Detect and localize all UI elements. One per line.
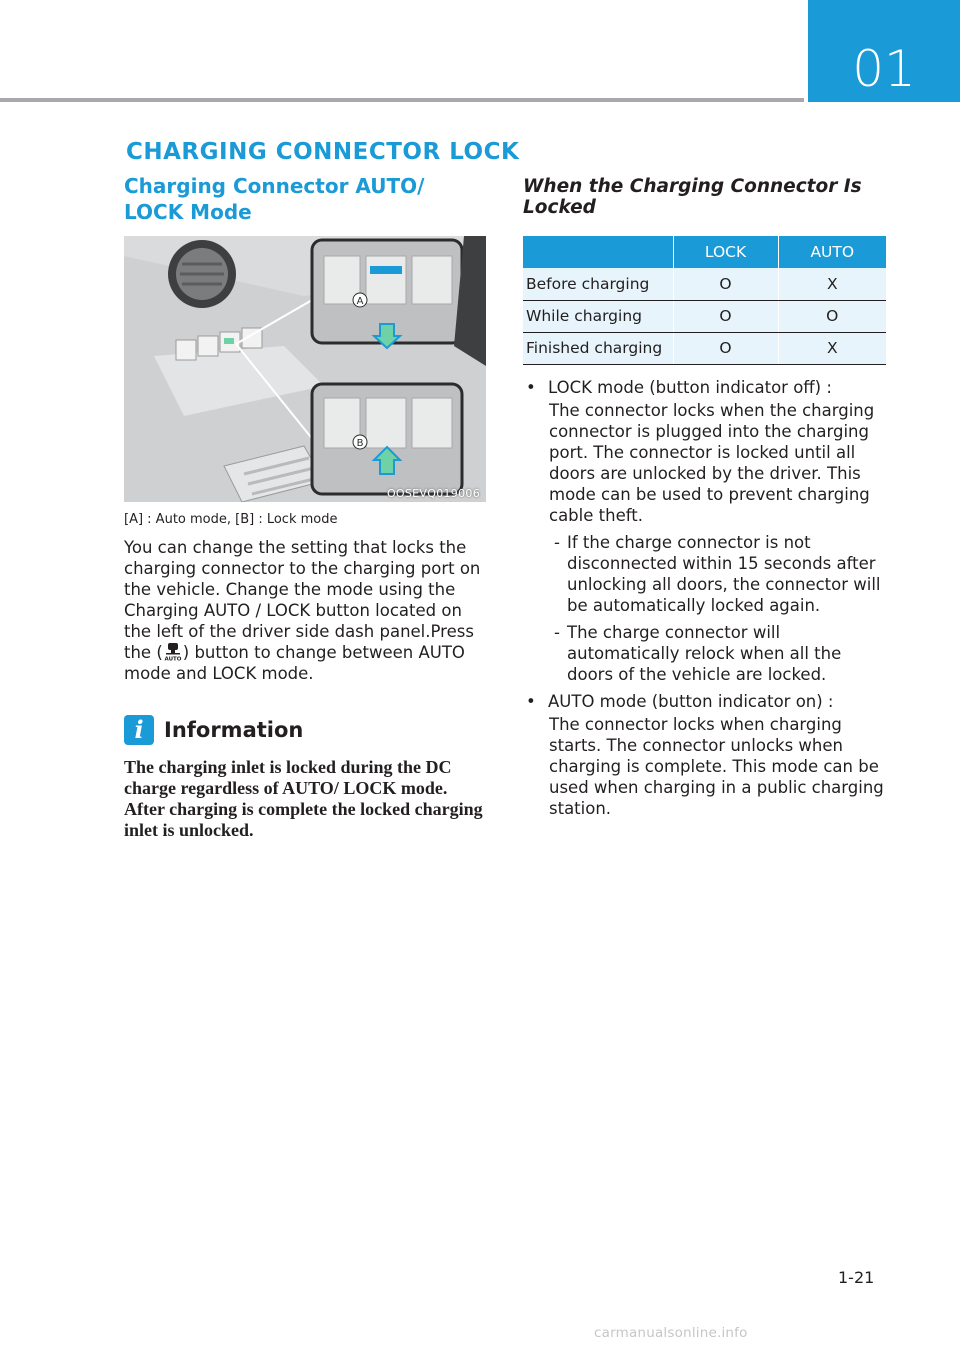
- table-row: [523, 268, 886, 300]
- auto-mode-title: • AUTO mode (button indicator on) :: [523, 691, 887, 712]
- table-row-label: Before charging: [523, 268, 673, 300]
- table-cell-lock: O: [673, 268, 778, 300]
- dashboard-figure: [124, 236, 486, 502]
- lock-mode-desc: The connector locks when the charging connector is plugged into the charging port. The connector is locked until all doors are unlocked by the driver. This mode can be used to prevent charging cable theft.: [549, 400, 875, 525]
- table-cell-lock: O: [673, 300, 778, 332]
- table-row: [523, 332, 886, 364]
- information-title: Information: [164, 718, 304, 742]
- section-title: CHARGING CONNECTOR LOCK: [126, 139, 520, 165]
- mode-description: [124, 537, 486, 684]
- dashboard-illustration: [124, 236, 486, 502]
- table-header-lock: LOCK: [673, 236, 778, 268]
- auto-icon-text: AUTO: [164, 656, 182, 661]
- table-cell-auto: O: [778, 300, 886, 332]
- charging-auto-button-icon: [164, 643, 182, 661]
- table-row: [523, 300, 886, 332]
- figure-caption: [A] : Auto mode, [B] : Lock mode: [124, 512, 338, 527]
- label-a: A: [356, 296, 364, 307]
- lock-mode-note-2: - The charge connector will automatically relock when all the doors of the vehicle are locked.: [523, 622, 887, 685]
- figure-code: OOSEVQ019006: [386, 487, 480, 500]
- mode-description-part1: You can change the setting that locks the charging connector to the charging port on the vehicle. Change the mode using the Charging AUTO / LOCK button located on the left of the driver side dash panel.Press the (: [124, 538, 481, 662]
- table-header-auto: AUTO: [778, 236, 886, 268]
- right-subhead: When the Charging Connector Is Locked: [523, 176, 862, 218]
- chapter-tab: 01: [808, 0, 960, 102]
- right-column: [523, 173, 887, 819]
- watermark: carmanualsonline.info: [594, 1325, 748, 1341]
- table-header-empty: [523, 236, 673, 268]
- info-icon: i: [124, 715, 154, 745]
- table-header-row: [523, 236, 886, 268]
- auto-mode-desc: The connector locks when charging starts. The connector unlocks when charging is complete. This mode can be used when charging in a public charging station.: [549, 714, 884, 818]
- lock-mode-note-1: - If the charge connector is not disconnected within 15 seconds after unlocking all doors, the connector will be automatically locked again.: [523, 532, 887, 616]
- table-row-label: While charging: [523, 300, 673, 332]
- lock-mode-title: • LOCK mode (button indicator off) :: [523, 377, 887, 398]
- mode-bullets: [523, 377, 887, 819]
- mode-description-part2: ) button to change between AUTO mode and LOCK mode.: [124, 643, 465, 683]
- page-number: 1-21: [838, 1268, 875, 1287]
- left-column: [124, 173, 486, 841]
- information-text: The charging inlet is locked during the DC charge regardless of AUTO/ LOCK mode. After charging is complete the locked charging inlet is unlocked.: [124, 757, 483, 840]
- left-subhead: Charging Connector AUTO/ LOCK Mode: [124, 174, 425, 224]
- table-row-label: Finished charging: [523, 332, 673, 364]
- information-header: [124, 715, 486, 745]
- table-cell-lock: O: [673, 332, 778, 364]
- table-cell-auto: X: [778, 332, 886, 364]
- top-rule: [0, 98, 804, 102]
- table-cell-auto: X: [778, 268, 886, 300]
- lock-mode-table: [523, 236, 886, 365]
- label-b: B: [356, 438, 364, 449]
